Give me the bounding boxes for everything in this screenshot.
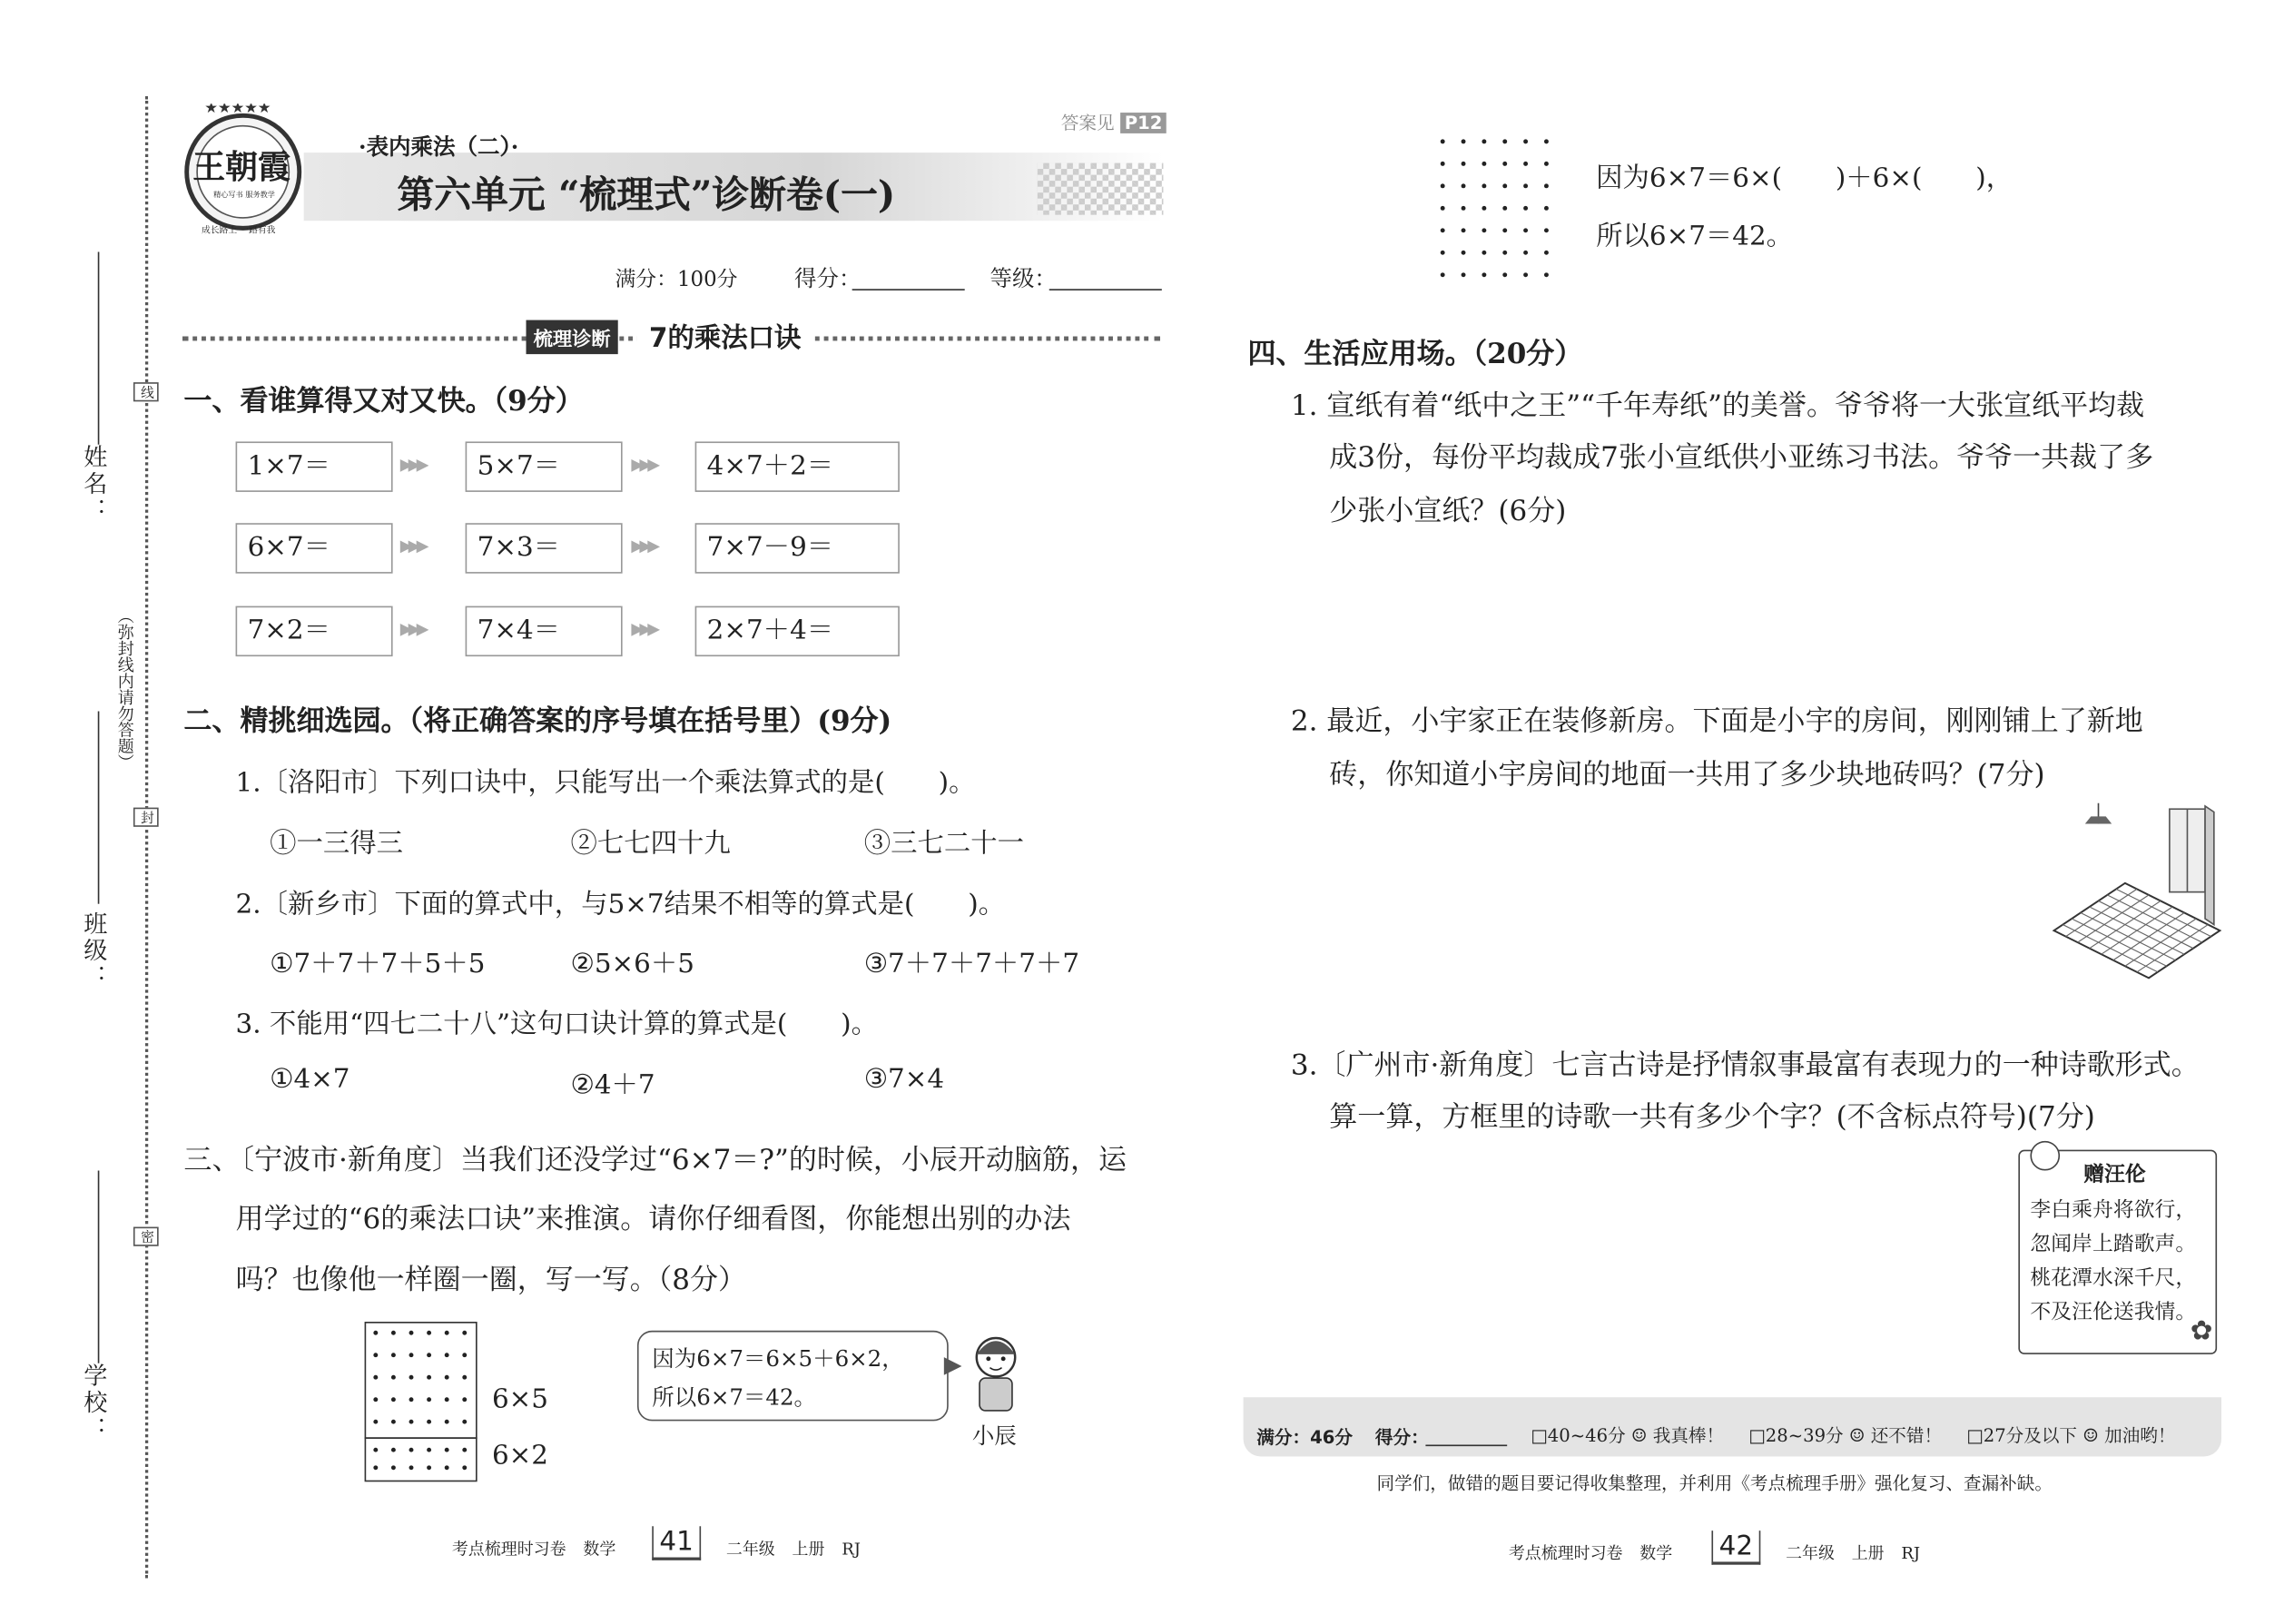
dot [1544,162,1549,166]
scroll-knob-icon [2030,1141,2060,1171]
calc-box[interactable]: 7×2＝ [236,606,393,656]
label-6x2: 6×2 [491,1440,548,1471]
kid-name: 小辰 [971,1422,1017,1450]
kid-figure-icon [963,1334,1029,1425]
dot-array-6x7 [1437,136,1550,284]
arrow-icon: ▶▶▶ [399,619,425,639]
footer-subject: 数学 [1639,1543,1673,1564]
dot [1482,162,1486,166]
calc-box[interactable]: 7×3＝ [466,523,623,573]
dot [373,1331,378,1335]
label-6x5: 6×5 [491,1383,548,1415]
name-field[interactable] [98,251,100,444]
dot [445,1375,449,1380]
dot [1502,139,1507,143]
part4-q3-line2: 算一算，方框里的诗歌一共有多少个字？(不含标点符号)(7分) [1329,1100,2095,1134]
smile-icon: ☺ [2082,1425,2099,1447]
footer-left-right [726,1537,861,1560]
range1-label: □40~46分 [1531,1425,1626,1447]
dot [462,1397,467,1402]
dot [427,1353,431,1357]
dot [445,1331,449,1335]
dot [462,1448,467,1452]
footer-term: 上册 [1851,1543,1885,1564]
smile-icon: ☺ [1848,1425,1866,1447]
seal-note: （弥封线内请勿答题） [115,607,135,771]
arrow-icon: ▶▶▶ [399,455,425,475]
seal-mark-line: 线 [133,382,159,401]
poem-line: 不及汪伦送我情。 [2030,1301,2197,1325]
section-title: 7的乘法口诀 [637,317,812,355]
part2-q2: 2.〔新乡市〕下面的算式中，与5×7结果不相等的算式是( )。 [235,889,1006,920]
range2-text: 还不错！ [1870,1425,1943,1447]
grade-label: 等级： [989,265,1057,292]
page-title: 第六单元 “梳理式”诊断卷(一) [397,172,896,217]
dot [427,1331,431,1335]
dot [462,1353,467,1357]
dot [1502,162,1507,166]
part4-q2-line2: 砖，你知道小宇房间的地面一共用了多少块地砖吗？(7分) [1329,758,2045,792]
part4-title: 四、生活应用场。（20分） [1247,338,1583,371]
dot [1462,251,1466,255]
seal-mark-close: 密 [133,1227,159,1246]
range1-text: 我真棒！ [1652,1425,1725,1447]
dot [1502,206,1507,211]
range2-label: □28~39分 [1748,1425,1844,1447]
scorebar-range1 [1531,1422,1724,1448]
dot [445,1353,449,1357]
part3-right-line1: 因为6×7＝6×( )＋6×( )， [1596,162,2013,194]
footer-right [1509,1541,1672,1565]
brand-logo [175,103,311,240]
dot [1441,183,1445,188]
dot [1441,272,1445,277]
range3-label: □27分及以下 [1966,1425,2078,1447]
dot [1462,228,1466,232]
dot [1523,183,1528,188]
svg-text:★★★★★: ★★★★★ [204,103,271,117]
grade-field[interactable] [1049,289,1162,290]
dot [427,1375,431,1380]
full-score: 满分：100分 [615,268,738,292]
dot [373,1420,378,1424]
dot [1462,272,1466,277]
dot [391,1375,396,1380]
dot [427,1465,431,1470]
dot [409,1448,414,1452]
dot [1523,272,1528,277]
dot [1462,206,1466,211]
bubble-line1: 因为6×7＝6×5＋6×2， [652,1345,904,1373]
part4-q1-line2: 成3份，每份平均裁成7张小宣纸供小亚练习书法。爷爷一共裁了多 [1329,441,2154,475]
option: ②4＋7 [570,1069,655,1101]
dot [409,1375,414,1380]
dot [1523,162,1528,166]
footer-edition: RJ [842,1539,861,1560]
dot [427,1420,431,1424]
footer-edition: RJ [1901,1543,1921,1564]
dot [1523,139,1528,143]
dot [1482,183,1486,188]
class-field[interactable] [98,712,100,904]
dot [391,1420,396,1424]
part2-title: 二、精挑细选园。（将正确答案的序号填在括号里）(9分) [183,704,892,738]
part3-line1: 三、〔宁波市·新角度〕当我们还没学过“6×7＝?”的时候，小辰开动脑筋，运 [183,1144,1127,1177]
dot [1482,251,1486,255]
footer-series: 考点梳理时习卷 [1508,1543,1623,1564]
footer-term: 上册 [792,1539,825,1560]
scorebar-range2 [1748,1422,1942,1448]
answer-ref-page: P12 [1120,113,1167,133]
dot [1502,228,1507,232]
scorebar-full: 满分：46分 [1256,1426,1353,1448]
dot [373,1465,378,1470]
scorebar-score-label: 得分： [1374,1426,1429,1448]
option: ①一三得三 [270,828,404,860]
calc-box[interactable]: 5×7＝ [466,441,623,491]
dot [373,1353,378,1357]
review-note: 同学们，做错的题目要记得收集整理，并利用《考点梳理手册》强化复习、查漏补缺。 [1376,1472,2053,1494]
dot [1502,272,1507,277]
scorebar-score-field[interactable] [1425,1444,1507,1446]
option: ③7＋7＋7＋7＋7 [863,948,1080,979]
dot [1482,228,1486,232]
class-label: 班级： [80,910,109,992]
option: ②5×6＋5 [570,948,694,979]
dot [409,1465,414,1470]
room-floor-tiles-illustration [2045,800,2223,987]
unit-topic: ·表内乘法（二）· [359,133,519,161]
dot [1482,139,1486,143]
dot [373,1448,378,1452]
part2-q1: 1.〔洛阳市〕下列口诀中，只能写出一个乘法算式的是( )。 [235,767,976,799]
poem-line: 忽闻岸上踏歌声。 [2030,1233,2197,1257]
dot-array-6x2 [365,1437,478,1481]
dot [1523,228,1528,232]
dot [445,1465,449,1470]
part3-right-line2: 所以6×7＝42。 [1596,221,1794,252]
part4-q1-line1: 1. 宣纸有着“纸中之王”“千年寿纸”的美誉。爷爷将一大张宣纸平均裁 [1290,389,2145,423]
dot [409,1397,414,1402]
dot [391,1397,396,1402]
dot [409,1353,414,1357]
dot [391,1331,396,1335]
arrow-icon: ▶▶▶ [631,619,656,639]
dot [1544,183,1549,188]
range3-text: 加油哟！ [2104,1425,2176,1447]
dot [462,1465,467,1470]
dot [1482,206,1486,211]
dot [1441,139,1445,143]
dot [445,1420,449,1424]
school-label: 学校： [80,1363,109,1443]
dot [391,1465,396,1470]
dot [409,1331,414,1335]
calc-box[interactable]: 2×7＋4＝ [695,606,900,656]
dot [1462,183,1466,188]
dot [391,1353,396,1357]
dot [1441,251,1445,255]
page-number-right: 42 [1711,1530,1760,1565]
dot [1523,206,1528,211]
part4-q3-line1: 3.〔广州市·新角度〕七言古诗是抒情叙事最富有表现力的一种诗歌形式。 [1290,1048,2200,1082]
dot [1544,206,1549,211]
part3-line3: 吗？也像他一样圈一圈，写一写。（8分） [235,1264,747,1297]
calc-box[interactable]: 1×7＝ [236,441,393,491]
bubble-tail [944,1357,962,1375]
dot [1544,251,1549,255]
dot [462,1420,467,1424]
dot [1544,139,1549,143]
dot [1544,228,1549,232]
part1-title: 一、看谁算得又对又快。（9分） [183,385,584,418]
answer-ref-label: 答案见 [1060,113,1115,133]
option: ③三七二十一 [863,828,1025,860]
footer-series: 考点梳理时习卷 [451,1539,566,1560]
scorebar-range3 [1966,1422,2175,1448]
name-label: 姓名： [80,444,109,525]
dot-array-6x5 [365,1322,478,1439]
answer-ref [1061,110,1167,135]
poem-line: 李白乘舟将欲行， [2030,1198,2197,1223]
dot [1502,251,1507,255]
dot [462,1331,467,1335]
dot [1441,162,1445,166]
dot [1544,272,1549,277]
dot [1523,251,1528,255]
calc-box[interactable]: 7×7－9＝ [695,523,900,573]
section-tag: 梳理诊断 [527,320,618,355]
arrow-icon: ▶▶▶ [631,536,656,556]
checker-pattern [1038,163,1164,215]
bubble-line2: 所以6×7＝42。 [652,1383,817,1411]
part3-line2: 用学过的“6的乘法口诀”来推演。请你仔细看图，你能想出别的办法 [235,1203,1071,1236]
option: ③7×4 [863,1063,945,1096]
poem-line: 桃花潭水深千尺， [2030,1266,2197,1291]
calc-box[interactable]: 7×4＝ [466,606,623,656]
dot [427,1448,431,1452]
dot [1462,162,1466,166]
seal-mark-seal: 封 [133,808,159,827]
dot [1502,183,1507,188]
dot [1441,206,1445,211]
dot [373,1397,378,1402]
option: ②七七四十九 [570,828,731,860]
score-field[interactable] [852,289,965,290]
dot [409,1420,414,1424]
smile-icon: ☺ [1630,1425,1648,1447]
part4-q1-line3: 少张小宣纸？(6分) [1329,495,1567,528]
calc-box[interactable]: 4×7＋2＝ [695,441,900,491]
calc-box[interactable]: 6×7＝ [236,523,393,573]
dot [1441,228,1445,232]
part4-q2-line1: 2. 最近，小宇家正在装修新房。下面是小宇的房间，刚刚铺上了新地 [1290,704,2143,738]
dot [462,1375,467,1380]
page-number-left: 41 [652,1526,701,1560]
score-label: 得分： [793,265,861,292]
brand-sub1: 精心写书 服务教学 [213,191,275,201]
brand-name: 王朝霞 [192,148,290,187]
binding-dotted-line [145,96,148,1578]
dot [445,1448,449,1452]
dot [1482,272,1486,277]
dot [391,1448,396,1452]
school-field[interactable] [98,1171,100,1363]
footer-right-right [1786,1541,1920,1565]
arrow-icon: ▶▶▶ [631,455,656,475]
part2-q3: 3. 不能用“四七二十八”这句口诀计算的算式是( )。 [235,1009,878,1040]
option: ①7＋7＋7＋5＋5 [270,948,486,979]
footer-grade: 二年级 [1786,1543,1835,1564]
footer-left [452,1537,615,1560]
dot [427,1397,431,1402]
flower-icon: ✿ [2190,1315,2213,1347]
dot [445,1397,449,1402]
footer-subject: 数学 [583,1539,616,1560]
footer-grade: 二年级 [725,1539,775,1560]
option: ①4×7 [270,1063,350,1096]
dot [373,1375,378,1380]
dot [1462,139,1466,143]
arrow-icon: ▶▶▶ [399,536,425,556]
poem-title: 赠汪伦 [2083,1163,2146,1187]
brand-sub2: 成长路上 一路有我 [202,225,276,236]
